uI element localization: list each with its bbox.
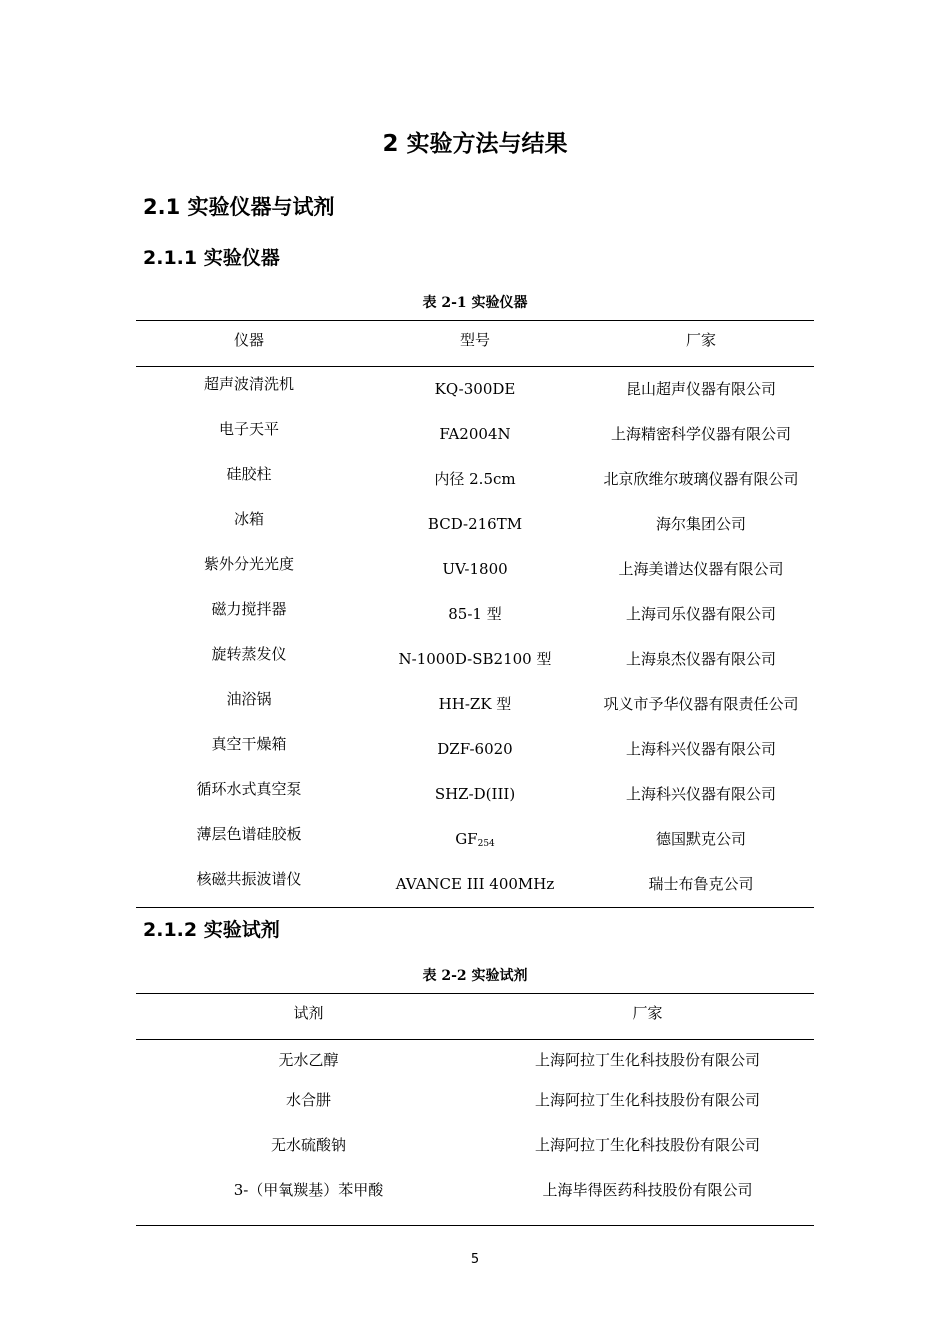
manufacturer-cell: 上海泉杰仪器有限公司 xyxy=(625,650,776,668)
table-row xyxy=(136,457,814,502)
subsection-title-instruments: 2.1.1 实验仪器 xyxy=(143,247,280,269)
table-body xyxy=(136,367,814,907)
table-row xyxy=(136,367,814,412)
table-header-row xyxy=(136,321,814,367)
manufacturer-cell: 上海阿拉丁生化科技股份有限公司 xyxy=(534,1136,760,1154)
header-model: 型号 xyxy=(459,331,490,349)
table-body xyxy=(136,1040,814,1225)
table-row xyxy=(136,1129,814,1174)
instrument-cell: 硅胶柱 xyxy=(226,465,272,483)
instrument-cell: 冰箱 xyxy=(233,510,264,528)
model-cell: AVANCE III 400MHz xyxy=(395,875,555,893)
reagent-cell: 水合肼 xyxy=(285,1091,331,1109)
table-row xyxy=(136,592,814,637)
table-row xyxy=(136,862,814,907)
instrument-cell: 油浴锅 xyxy=(226,690,272,708)
table-row xyxy=(136,502,814,547)
header-manufacturer: 厂家 xyxy=(685,331,716,349)
table-header-row xyxy=(136,994,814,1040)
header-instrument: 仪器 xyxy=(233,331,264,349)
instrument-cell: 循环水式真空泵 xyxy=(196,780,302,798)
gf-subscript: 254 xyxy=(477,839,495,849)
model-cell: $GF_{254}$ xyxy=(455,830,495,849)
chapter-title: 2 实验方法与结果 xyxy=(382,131,568,157)
reagent-cell: 无水硫酸钠 xyxy=(270,1136,346,1154)
model-cell: SHZ-D(III) xyxy=(434,785,516,803)
table-row xyxy=(136,412,814,457)
manufacturer-cell: 上海司乐仪器有限公司 xyxy=(625,605,776,623)
instrument-cell: 超声波清洗机 xyxy=(203,375,294,393)
table1-caption: 表 2-1 实验仪器 xyxy=(422,295,528,311)
model-cell: 内径 2.5cm xyxy=(434,470,516,488)
header-reagent: 试剂 xyxy=(293,1004,324,1022)
instrument-cell: 电子天平 xyxy=(218,420,279,438)
manufacturer-cell: 上海毕得医药科技股份有限公司 xyxy=(542,1181,753,1199)
model-cell: UV-1800 xyxy=(442,560,508,578)
model-cell: KQ-300DE xyxy=(434,380,516,398)
table-row xyxy=(136,727,814,772)
table-row xyxy=(136,1174,814,1219)
table-row xyxy=(136,682,814,727)
manufacturer-cell: 德国默克公司 xyxy=(655,830,746,848)
manufacturer-cell: 昆山超声仪器有限公司 xyxy=(625,380,776,398)
manufacturer-cell: 上海阿拉丁生化科技股份有限公司 xyxy=(534,1051,760,1069)
page-number: 5 xyxy=(470,1252,480,1267)
manufacturer-cell: 上海阿拉丁生化科技股份有限公司 xyxy=(534,1091,760,1109)
manufacturer-cell: 巩义市予华仪器有限责任公司 xyxy=(603,695,799,713)
reagent-cell: 3-（甲氧羰基）苯甲酸 xyxy=(233,1181,384,1199)
manufacturer-cell: 海尔集团公司 xyxy=(655,515,746,533)
subsection-title-reagents: 2.1.2 实验试剂 xyxy=(143,919,280,941)
model-cell: FA2004N xyxy=(439,425,511,443)
instrument-cell: 旋转蒸发仪 xyxy=(211,645,287,663)
table-row xyxy=(136,772,814,817)
reagent-cell: 无水乙醇 xyxy=(278,1051,339,1069)
table-row xyxy=(136,547,814,592)
section-title: 2.1 实验仪器与试剂 xyxy=(143,195,335,219)
instruments-table xyxy=(136,320,814,908)
reagents-table xyxy=(136,993,814,1226)
table-row xyxy=(136,1084,814,1129)
table-row xyxy=(136,637,814,682)
instrument-cell: 紫外分光光度 xyxy=(203,555,294,573)
header-manufacturer: 厂家 xyxy=(632,1004,663,1022)
instrument-cell: 核磁共振波谱仪 xyxy=(196,870,302,888)
model-cell: 85-1 型 xyxy=(448,605,502,623)
manufacturer-cell: 上海美谱达仪器有限公司 xyxy=(618,560,784,578)
instrument-cell: 薄层色谱硅胶板 xyxy=(196,825,302,843)
model-cell: HH-ZK 型 xyxy=(438,695,512,713)
manufacturer-cell: 上海科兴仪器有限公司 xyxy=(625,785,776,803)
model-cell: N-1000D-SB2100 型 xyxy=(398,650,552,668)
model-cell: BCD-216TM xyxy=(427,515,523,533)
manufacturer-cell: 北京欣维尔玻璃仪器有限公司 xyxy=(603,470,799,488)
manufacturer-cell: 瑞士布鲁克公司 xyxy=(648,875,754,893)
model-cell: DZF-6020 xyxy=(437,740,513,758)
instrument-cell: 真空干燥箱 xyxy=(211,735,287,753)
manufacturer-cell: 上海精密科学仪器有限公司 xyxy=(610,425,791,443)
manufacturer-cell: 上海科兴仪器有限公司 xyxy=(625,740,776,758)
table-row xyxy=(136,817,814,862)
table2-caption: 表 2-2 实验试剂 xyxy=(422,968,528,984)
instrument-cell: 磁力搅拌器 xyxy=(211,600,287,618)
table-row xyxy=(136,1044,814,1084)
